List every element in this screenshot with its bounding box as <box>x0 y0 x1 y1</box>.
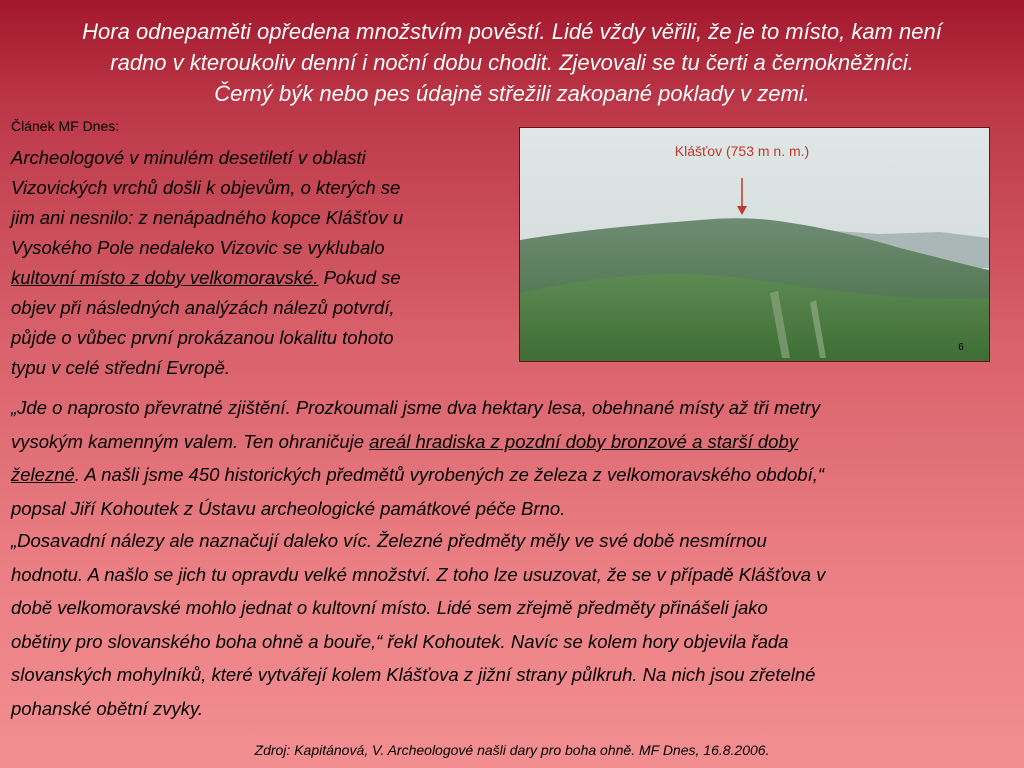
quote-underlined-phrase: areál hradiska z pozdní doby bronzové a starší doby <box>369 430 799 452</box>
slide-header <box>0 16 1024 109</box>
header-line: Hora odnepaměti opředena množstvím pověstí. Lidé vždy věřili, že je to místo, kam není <box>82 19 942 44</box>
quote-line: „Dosavadní nálezy ale naznačují daleko víc. Železné předměty měly ve své době nesmírnou <box>11 530 767 551</box>
header-line: Černý býk nebo pes údajně střežili zakopané poklady v zemi. <box>214 81 810 106</box>
lead-line: půjde o vůbec první prokázanou lokalitu tohoto <box>11 327 394 348</box>
quote-line: obětiny pro slovanského boha ohně a bouře,“ řekl Kohoutek. Navíc se kolem hory objevila řada <box>11 630 789 652</box>
header-line: radno v kteroukoliv denní i noční dobu chodit. Zjevovali se tu čerti a černokněžníci. <box>110 50 914 75</box>
quote-underlined-word: železné <box>11 464 75 485</box>
lead-line: jim ani nesnilo: z nenápadného kopce Klášťov u <box>11 207 404 228</box>
lead-underlined-phrase: kultovní místo z doby velkomoravské. <box>11 267 319 288</box>
hill-photo <box>519 127 990 362</box>
quote-line: době velkomoravské mohlo jednat o kultovní místo. Lidé sem zřejmě předměty přinášeli jako <box>11 597 768 618</box>
quote-line: popsal Jiří Kohoutek z Ústavu archeologické památkové péče Brno. <box>11 497 566 519</box>
hill-caption: Klášťov (753 m n. m.) <box>674 143 810 159</box>
quote-line: hodnotu. A našlo se jich tu opravdu velké množství. Z toho lze usuzovat, že se v případě Klášťova v <box>11 563 826 585</box>
quote-line: slovanských mohylníků, které vytvářejí kolem Klášťova z jižní strany půlkruh. Na nich jsou zřetelné <box>11 664 816 685</box>
lead-line: Vizovických vrchů došli k objevům, o kterých se <box>11 177 401 198</box>
quote-paragraph-1 <box>11 391 1016 525</box>
lead-line: Archeologové v minulém desetiletí v oblasti <box>11 147 366 168</box>
quote-line-rest: . A našli jsme 450 historických předmětů vyrobených ze železa z velkomoravského období,“ <box>74 464 825 485</box>
quote-line <box>11 458 1016 492</box>
quote-line: pohanské obětní zvyky. <box>11 697 203 719</box>
lead-line: objev při následných analýzách nálezů potvrdí, <box>11 297 395 318</box>
quote-line-start: vysokým kamenným valem. Ten ohraničuje <box>11 430 370 452</box>
landscape-image <box>520 128 989 361</box>
lead-line-rest: Pokud se <box>318 267 401 288</box>
lead-paragraph <box>11 143 511 383</box>
quote-paragraph-2 <box>11 524 1016 725</box>
source-citation: Zdroj: Kapitánová, V. Archeologové našli dary pro boha ohně. MF Dnes, 16.8.2006. <box>254 742 770 758</box>
quote-line: „Jde o naprosto převratné zjištění. Prozkoumali jsme dva hektary lesa, obehnané místy až tři metry <box>11 397 821 418</box>
article-source-label: Článek MF Dnes: <box>11 118 120 134</box>
lead-line: Vysokého Pole nedaleko Vizovic se vyklubalo <box>11 237 385 258</box>
page-number: 6 <box>958 342 964 353</box>
quote-line <box>11 425 1016 459</box>
lead-line <box>11 263 511 293</box>
lead-line: typu v celé střední Evropě. <box>11 357 231 378</box>
